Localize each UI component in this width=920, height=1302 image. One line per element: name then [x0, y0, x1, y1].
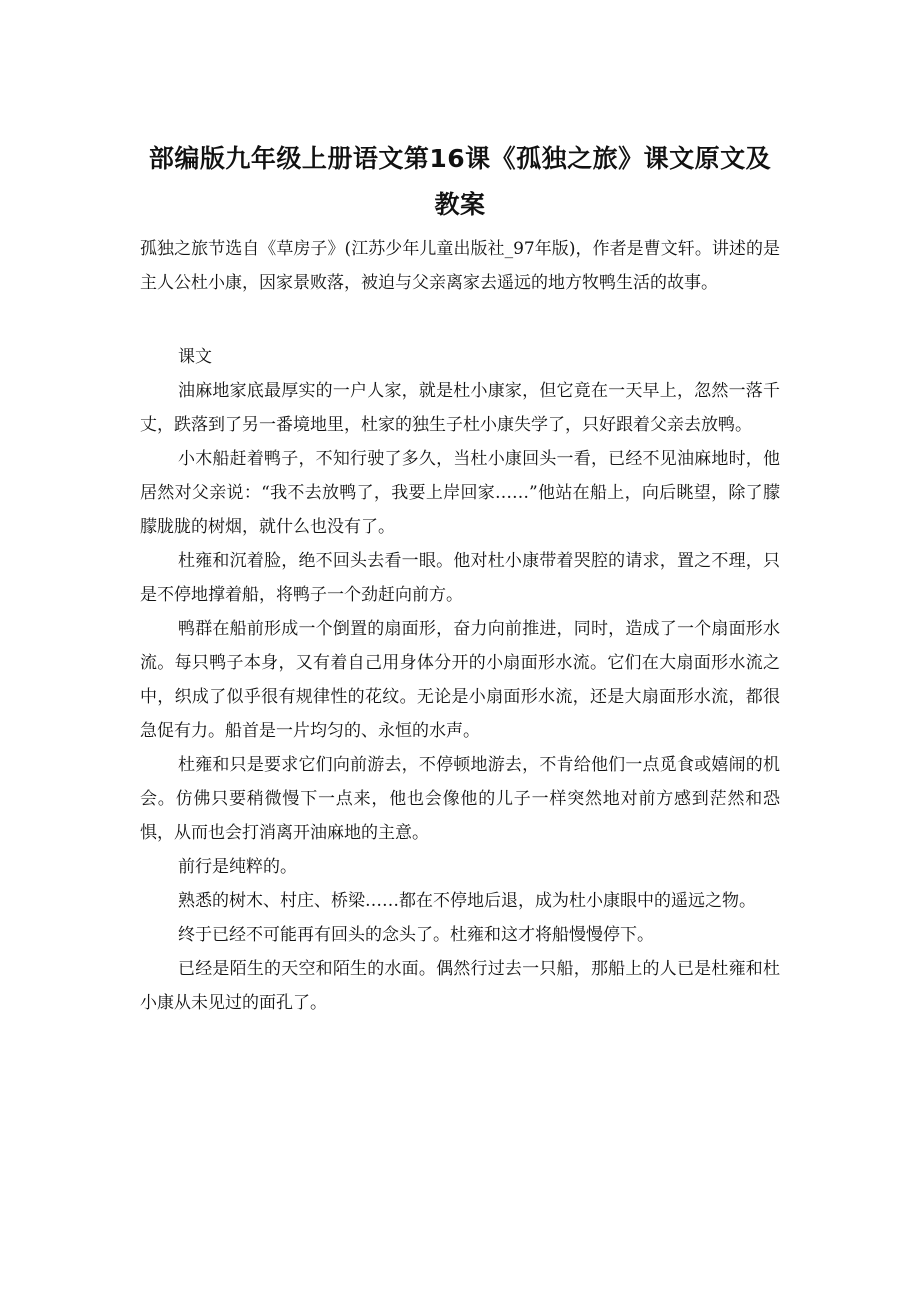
body-paragraph-6: 前行是纯粹的。 — [178, 857, 297, 877]
body-paragraph-8: 终于已经不可能再有回头的念头了。杜雍和这才将船慢慢停下。 — [178, 925, 654, 945]
section-label: 课文 — [178, 347, 212, 367]
document-title: 部编版九年级上册语文第16课《孤独之旅》课文原文及教案 — [148, 144, 772, 219]
body-paragraph-5: 杜雍和只是要求它们向前游去，不停顿地游去，不肯给他们一点觅食或嬉闹的机会。仿佛只要稍微慢下一点来，他也会像他的儿子一样突然地对前方感到茫然和恐惧，从而也会打消离开油麻地的主意。 — [140, 755, 780, 843]
body-paragraph-9: 已经是陌生的天空和陌生的水面。偶然行过去一只船，那船上的人已是杜雍和杜小康从未见过的面孔了。 — [140, 959, 780, 1013]
body-paragraph-1: 油麻地家底最厚实的一户人家，就是杜小康家，但它竟在一天早上，忽然一落千丈，跌落到了另一番境地里，杜家的独生子杜小康失学了，只好跟着父亲去放鸭。 — [140, 381, 780, 435]
document-content — [140, 136, 780, 1020]
intro-paragraph: 孤独之旅节选自《草房子》(江苏少年儿童出版社_97年版)，作者是曹文轩。讲述的是主人公杜小康，因家景败落，被迫与父亲离家去遥远的地方牧鸭生活的故事。 — [140, 239, 780, 293]
body-paragraph-2: 小木船赶着鸭子，不知行驶了多久，当杜小康回头一看，已经不见油麻地时，他居然对父亲说：“我不去放鸭了，我要上岸回家……”他站在船上，向后眺望，除了朦朦胧胧的树烟，就什么也没有了。 — [140, 449, 780, 537]
section-spacer — [140, 300, 780, 340]
body-paragraph-7: 熟悉的树木、村庄、桥梁……都在不停地后退，成为杜小康眼中的遥远之物。 — [178, 891, 756, 911]
body-paragraph-3: 杜雍和沉着脸，绝不回头去看一眼。他对杜小康带着哭腔的请求，置之不理，只是不停地撑着船，将鸭子一个劲赶向前方。 — [140, 551, 780, 605]
body-paragraph-4: 鸭群在船前形成一个倒置的扇面形，奋力向前推进，同时，造成了一个扇面形水流。每只鸭子本身，又有着自己用身体分开的小扇面形水流。它们在大扇面形水流之中，织成了似乎很有规律性的花纹。无论是小扇面形水流，还是大扇面形水流，都很急促有力。船首是一片均匀的、永恒的水声。 — [140, 619, 780, 741]
